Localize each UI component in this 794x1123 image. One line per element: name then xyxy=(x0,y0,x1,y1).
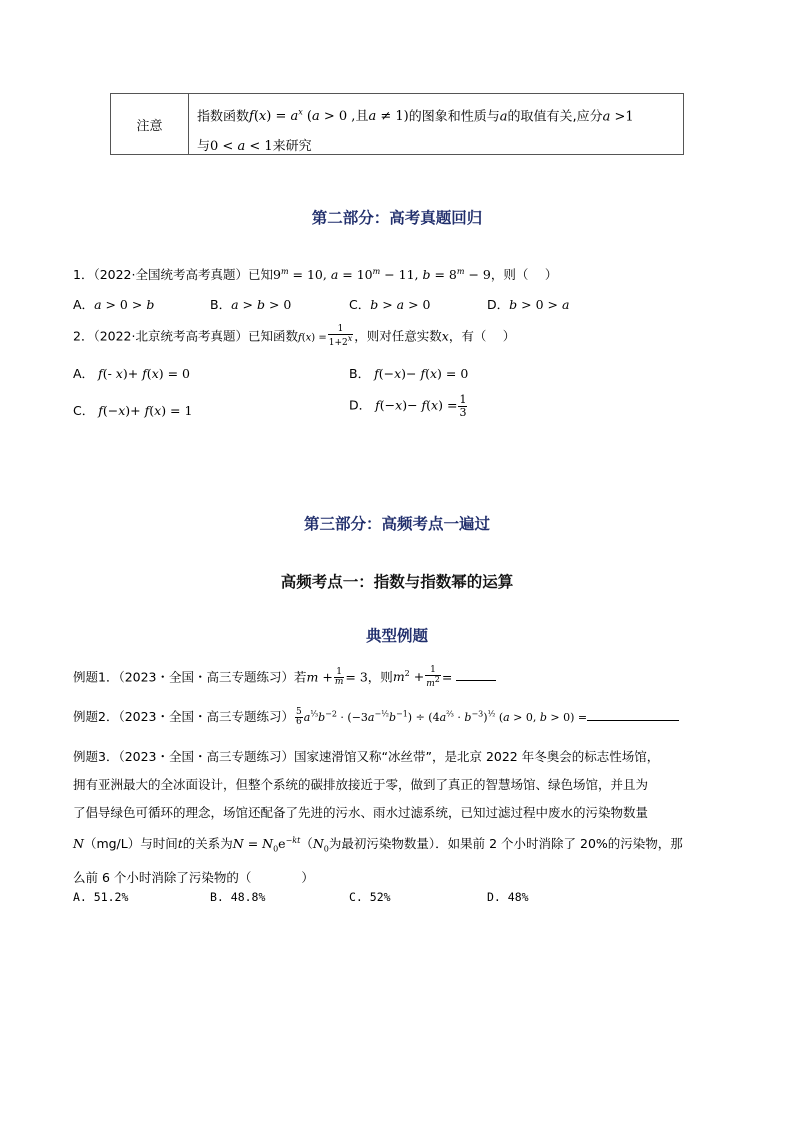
q1-option-a: A．a > 0 > b xyxy=(73,297,155,312)
q1-option-d: D．b > 0 > a xyxy=(487,297,570,312)
example-2: 例题2．（2023・全国・高三专题练习） $\frac{5}{6}$ $a^{\frac{1}{3}}b^{-2} \cdot (-3a^{-\frac{1}{2}}b^{-1}) \div (4a^{\frac{2}{3}} \cdot b^{-3})^{\frac{1}{2}}$ (a > 0, b > 0) = xyxy=(73,707,679,727)
example-1: 例题1．（2023・全国・高三专题练习）若m + $\frac{1}{m}$ = 3，则$m^2$ + $\frac{1}{m^2}$ = xyxy=(73,666,496,690)
q2-option-a: A． f(- x)+ f(x) = 0 xyxy=(73,366,190,381)
example-3-line-3: 了倡导绿色可循环的理念，场馆还配备了先进的污水、雨水过滤系统，已知过滤过程中废水的污染物数量 xyxy=(73,805,649,820)
q2-option-c: C． f(−x)+ f(x) = 1 xyxy=(73,403,193,418)
question-1: 1．（2022·全国统考高考真题）已知$9^m = 10$, $a = 10^m - 11$, $b = 8^m - 9$，则（ ） xyxy=(73,266,558,282)
q2-option-b: B． f(−x)− f(x) = 0 xyxy=(349,366,469,381)
topic-title: 高频考点一：指数与指数幂的运算 xyxy=(280,573,514,591)
example-3-line-1: 例题3．（2023・全国・高三专题练习）国家速滑馆又称“冰丝带”，是北京 2022 年冬奥会的标志性场馆， xyxy=(73,749,660,764)
question-2: 2．（2022·北京统考高考真题）已知函数f(x) = $\frac{1}{1+2^x}$ ，则对任意实数x，有（ ） xyxy=(73,324,516,349)
ex3-option-a: A. 51.2% xyxy=(73,890,129,904)
example-3-line-2: 拥有亚洲最大的全冰面设计，但整个系统的碳排放接近于零，做到了真正的智慧场馆、绿色场馆，并且为 xyxy=(73,777,649,792)
note-label: 注意 xyxy=(111,94,189,154)
q2-option-d: D． f(−x)− f(x) = $\frac{1}{3}$ xyxy=(349,393,467,419)
example-3-line-4: N（mg/L）与时间t的关系为$N = N_0e^{-kt}(N_0$为最初污染物数量）．如果前 2 个小时消除了 20%的污染物，那 xyxy=(73,836,683,854)
section-2-title: 第二部分：高考真题回归 xyxy=(311,209,483,227)
note-text: 指数函数$f(x) = a^x$ (a > 0 ,且a ≠ 1)的图象和性质与a的取值有关,应分a >1 与0 < a < 1来研究 xyxy=(197,108,634,155)
q1-option-c: C．b > a > 0 xyxy=(349,297,431,312)
note-table xyxy=(110,93,684,155)
ex3-option-d: D. 48% xyxy=(487,890,529,904)
ex3-option-c: C. 52% xyxy=(349,890,391,904)
ex3-option-b: B. 48.8% xyxy=(210,890,266,904)
example-3-line-5: 么前 6 个小时消除了污染物的（ ） xyxy=(73,869,314,885)
example-3 xyxy=(73,743,721,892)
section-3-title: 第三部分：高频考点一遍过 xyxy=(303,515,490,533)
q1-option-b: B．a > b > 0 xyxy=(210,297,292,312)
examples-heading: 典型例题 xyxy=(365,627,428,645)
